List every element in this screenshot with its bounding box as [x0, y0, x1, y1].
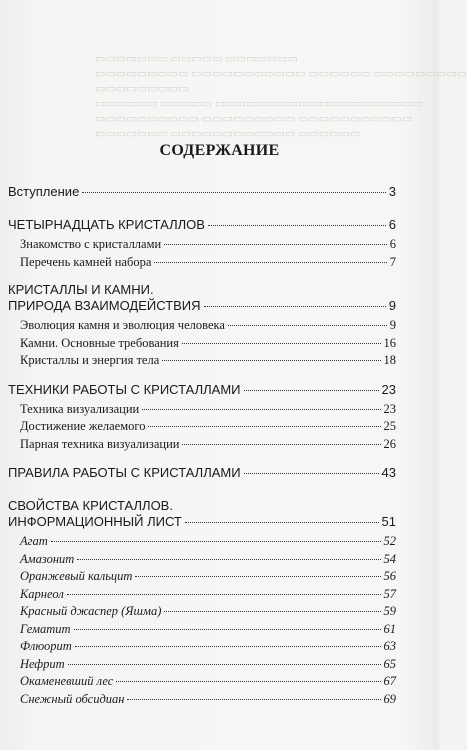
dot-leader: [51, 541, 381, 542]
toc-page-number: 6: [388, 217, 396, 232]
toc-item[interactable]: [8, 436, 396, 454]
toc-item[interactable]: [8, 551, 396, 569]
dot-leader: [185, 522, 379, 523]
dot-leader: [244, 390, 379, 391]
dot-leader: [204, 306, 386, 307]
toc-item[interactable]: [8, 418, 396, 436]
toc-item[interactable]: [8, 568, 396, 586]
toc-item-title: Окаменевший лес: [20, 674, 114, 688]
toc-item-title: Карнеол: [20, 586, 64, 601]
toc-item[interactable]: [8, 236, 396, 254]
toc-item[interactable]: [8, 335, 396, 353]
toc-page-number: 26: [383, 436, 396, 451]
dot-leader: [208, 225, 386, 226]
dot-leader: [228, 325, 387, 326]
dot-leader: [154, 262, 386, 263]
toc-item-title: Флюорит: [20, 639, 72, 653]
dot-leader: [135, 576, 380, 577]
toc-page-number: 9: [388, 298, 396, 313]
toc-item-title: Перечень камней набора: [20, 254, 152, 269]
toc-page-number: 65: [383, 656, 396, 671]
toc-page-number: 69: [383, 691, 396, 706]
toc-page-number: 9: [389, 318, 396, 332]
toc-page-number: 43: [381, 465, 396, 480]
toc-section[interactable]: [8, 217, 396, 233]
toc-item-title: Снежный обсидиан: [20, 691, 125, 706]
toc-item[interactable]: [8, 673, 396, 691]
toc-page-number: 18: [383, 353, 396, 367]
toc-section-title-line1: СВОЙСТВА КРИСТАЛЛОВ.: [8, 498, 173, 513]
toc-page-number: 57: [383, 586, 396, 601]
toc-page-number: 25: [383, 419, 396, 433]
toc-item[interactable]: [8, 401, 396, 419]
toc-item-title: Камни. Основные требования: [20, 335, 179, 350]
toc-page-number: 16: [383, 335, 396, 350]
toc-item-title: Техника визуализации: [20, 401, 140, 416]
dot-leader: [74, 629, 381, 630]
toc-section[interactable]: [8, 382, 396, 398]
toc-section[interactable]: [8, 498, 396, 530]
toc-page-number: 59: [383, 604, 396, 618]
toc-item[interactable]: [8, 603, 396, 621]
toc-section-title: ПРИРОДА ВЗАИМОДЕЙСТВИЯ: [8, 298, 201, 313]
toc-heading: СОДЕРЖАНИЕ: [159, 142, 280, 159]
toc-section-title: ТЕХНИКИ РАБОТЫ С КРИСТАЛЛАМИ: [8, 381, 241, 397]
toc-item-title: Кристаллы и энергия тела: [20, 353, 160, 367]
dot-leader: [127, 699, 380, 700]
toc-section-title: ИНФОРМАЦИОННЫЙ ЛИСТ: [8, 514, 182, 529]
toc-page-number: 54: [383, 551, 396, 566]
toc-item[interactable]: [8, 621, 396, 639]
toc-section-title: Вступление: [8, 184, 80, 199]
toc-item-title: Оранжевый кальцит: [20, 569, 133, 583]
dot-leader: [68, 664, 381, 665]
toc-page-number: 51: [381, 514, 396, 529]
dot-leader: [164, 611, 380, 612]
toc-item-title: Эволюция камня и эволюция человека: [20, 318, 225, 332]
toc-page-number: 63: [383, 639, 396, 653]
toc-item-title: Знакомство с кристаллами: [20, 237, 162, 251]
dot-leader: [116, 681, 380, 682]
toc-section-title-line1: КРИСТАЛЛЫ И КАМНИ.: [8, 282, 154, 297]
show-through-text: ▭▭▭▭▭▭▭ ▭▭▭▭▭ ▭▭▭▭▭▭▭ ▭▭▭▭▭▭▭▭▭ ▭▭▭▭▭▭▭▭▭▭▭ ▭▭▭▭▭▭ ▭▭▭▭▭▭▭▭▭ ▭▭▭▭▭▭▭▭▭ ▭▭▭▭▭▭ ▭▭▭▭▭ ▭▭▭▭▭▭▭▭▭▭▭▭▭▭▭▭▭▭▭▭ ▭▭▭▭▭▭▭▭▭▭ ▭▭▭▭▭▭▭▭▭ ▭▭▭▭▭▭▭▭▭▭▭ ▭▭▭▭▭▭▭ ▭▭▭▭▭▭▭▭▭▭▭▭ ▭▭▭▭▭▭: [95, 53, 467, 140]
toc-page-number: 7: [389, 254, 396, 269]
toc-item[interactable]: [8, 254, 396, 272]
toc-page-number: 23: [383, 401, 396, 416]
dot-leader: [82, 192, 385, 193]
dot-leader: [182, 343, 381, 344]
toc-section[interactable]: [8, 282, 396, 314]
dot-leader: [67, 594, 381, 595]
toc-item-title: Достижение желаемого: [20, 419, 146, 433]
toc-item[interactable]: [8, 691, 396, 709]
toc-item-title: Агат: [20, 534, 48, 548]
dot-leader: [75, 646, 381, 647]
toc-item-title: Красный джаспер (Яшма): [20, 604, 162, 618]
dot-leader: [148, 426, 380, 427]
toc-item[interactable]: [8, 352, 396, 370]
dot-leader: [162, 360, 380, 361]
toc-section-title: ПРАВИЛА РАБОТЫ С КРИСТАЛЛАМИ: [8, 465, 241, 480]
table-of-contents: [8, 184, 396, 708]
dot-leader: [77, 559, 380, 560]
dot-leader: [244, 473, 379, 474]
toc-page-number: 23: [381, 381, 396, 397]
dot-leader: [142, 409, 380, 410]
toc-item[interactable]: [8, 638, 396, 656]
toc-page-number: 52: [383, 534, 396, 548]
toc-section-title: ЧЕТЫРНАДЦАТЬ КРИСТАЛЛОВ: [8, 217, 205, 232]
dot-leader: [182, 444, 380, 445]
toc-page-number: 6: [389, 237, 396, 251]
toc-item-title: Амазонит: [20, 551, 75, 566]
toc-item[interactable]: [8, 533, 396, 551]
toc-item-title: Парная техника визуализации: [20, 436, 180, 451]
toc-item-title: Нефрит: [20, 656, 65, 671]
toc-section[interactable]: [8, 184, 396, 200]
toc-section[interactable]: [8, 465, 396, 481]
toc-item[interactable]: [8, 656, 396, 674]
toc-page-number: 61: [383, 621, 396, 636]
toc-page-number: 3: [388, 184, 396, 199]
toc-page-number: 56: [383, 569, 396, 583]
toc-page-number: 67: [383, 674, 396, 688]
toc-item-title: Гематит: [20, 621, 71, 636]
toc-item[interactable]: [8, 586, 396, 604]
dot-leader: [164, 244, 387, 245]
toc-item[interactable]: [8, 317, 396, 335]
